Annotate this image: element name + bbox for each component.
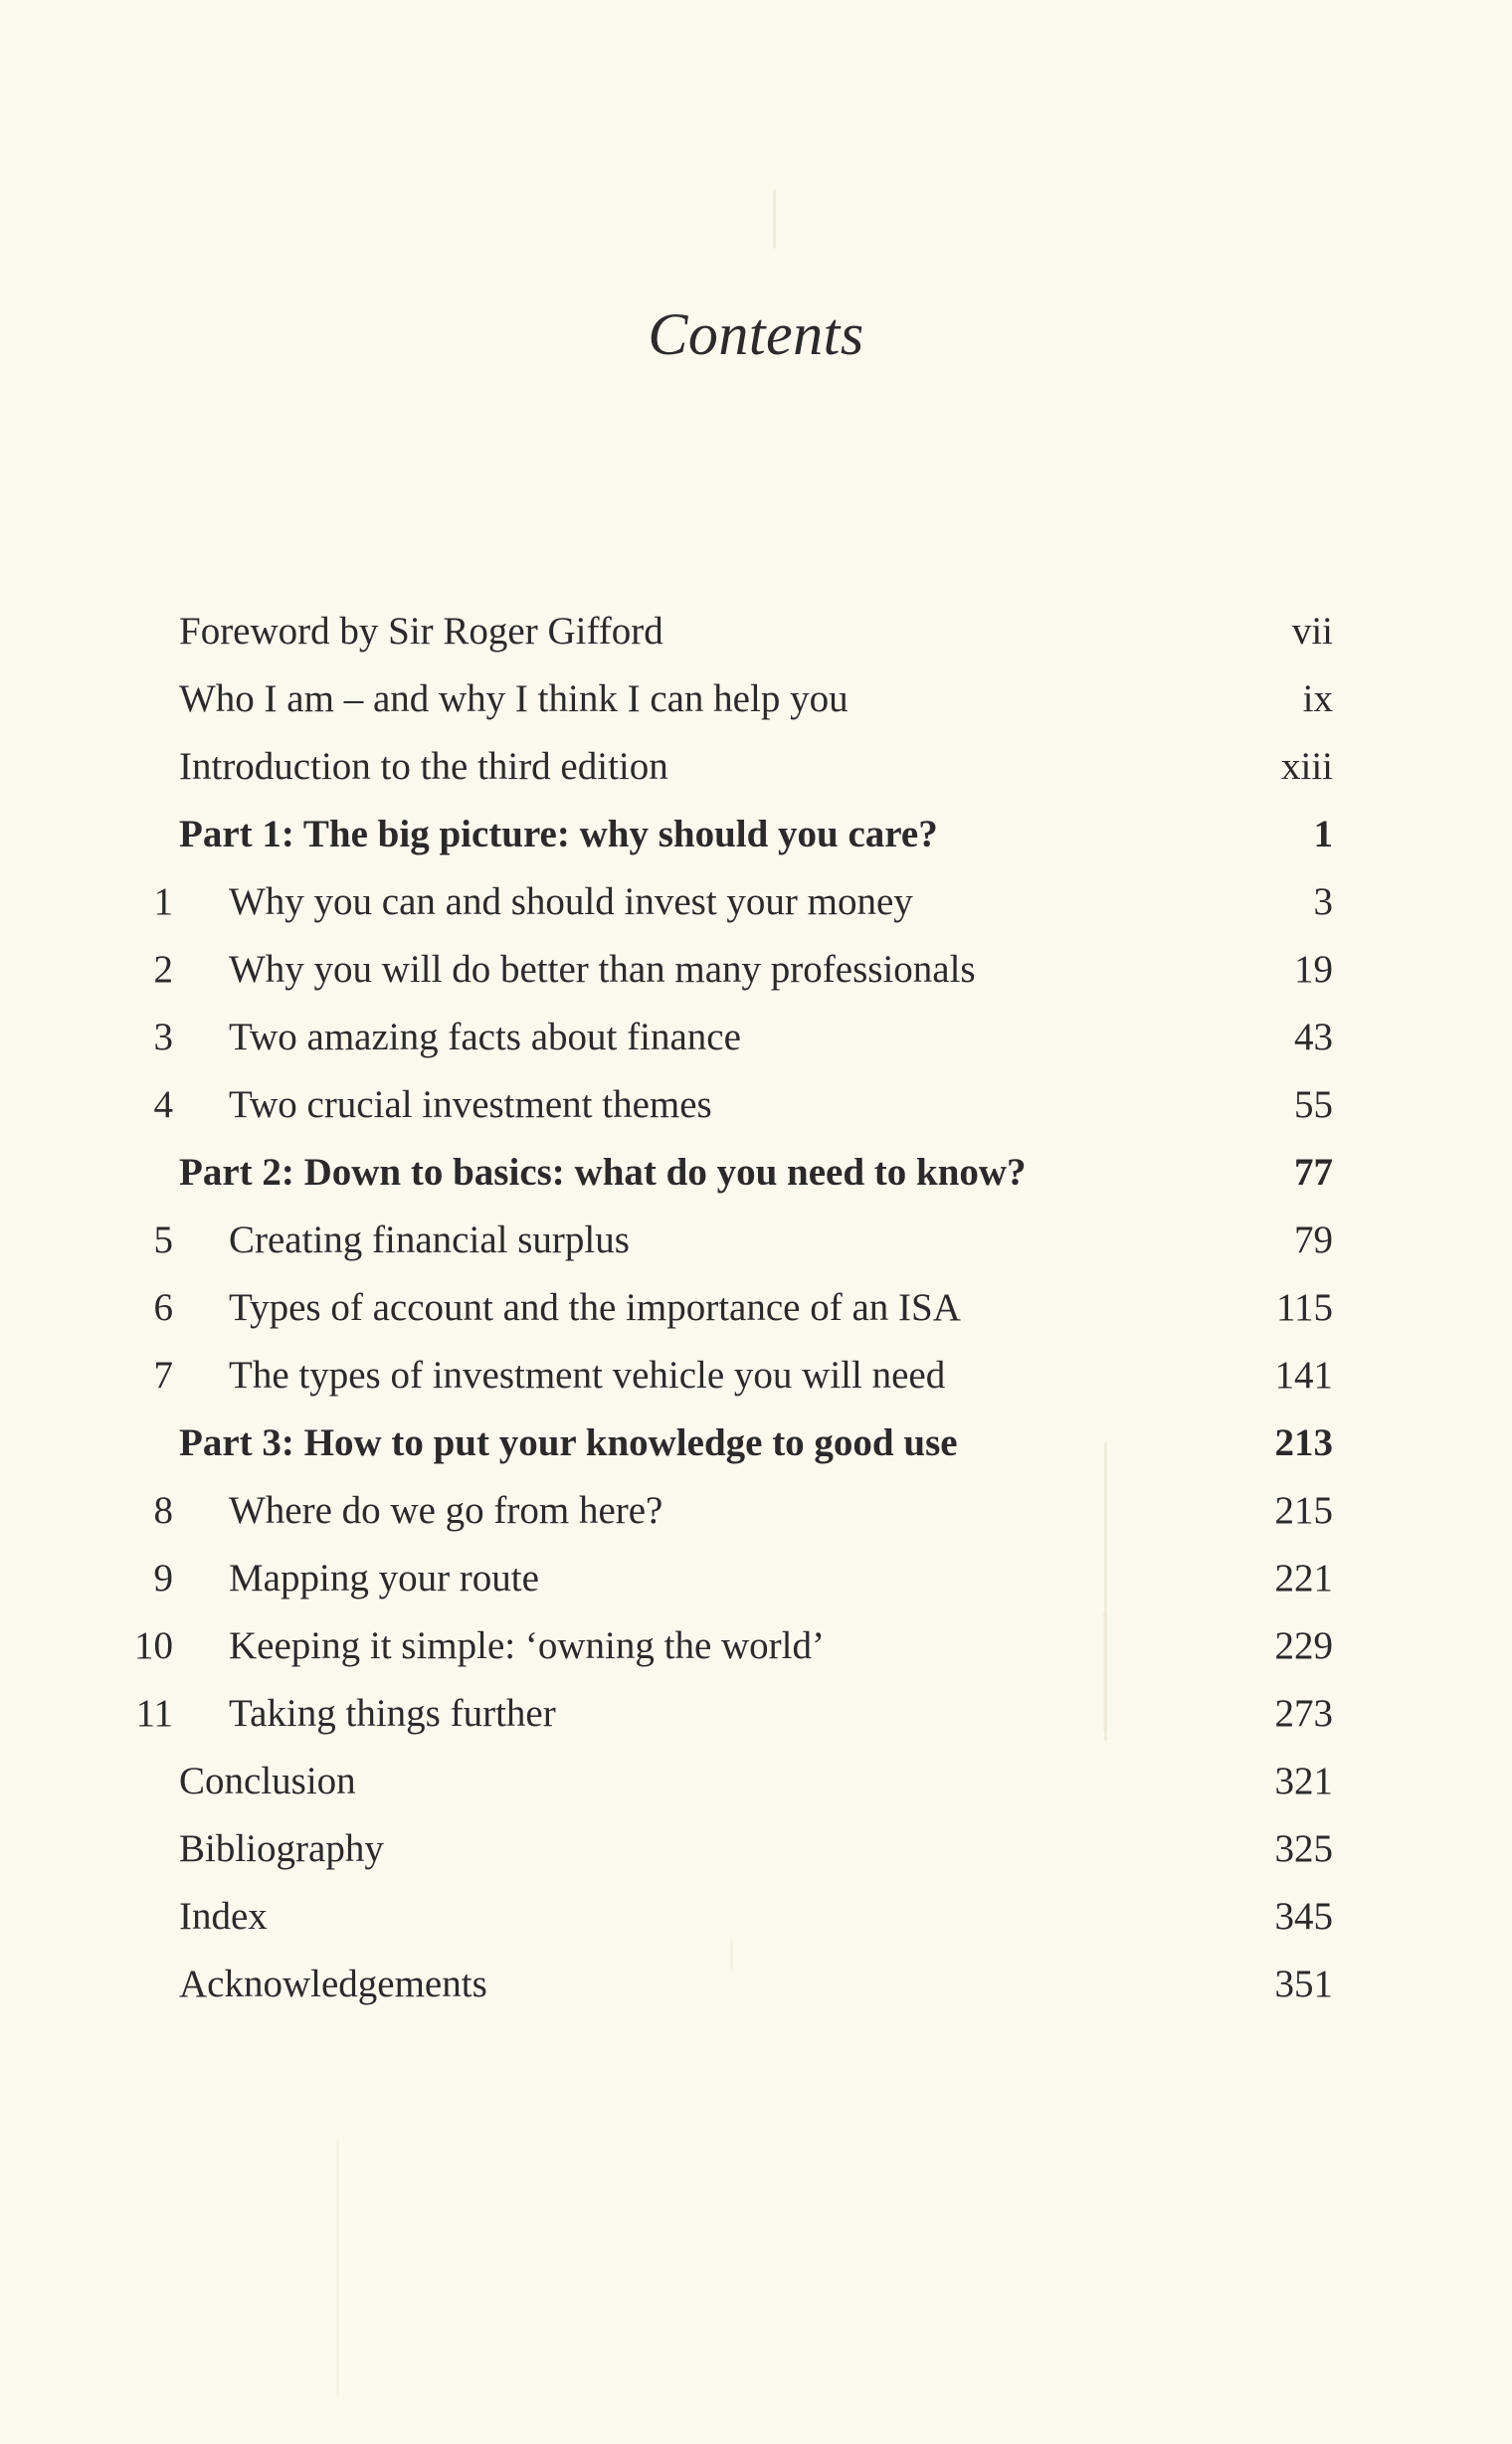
toc-entry — [149, 1139, 1333, 1207]
toc-chapter-number: 10 — [134, 1624, 173, 1667]
toc-page-number: vii — [1291, 610, 1333, 653]
toc-entry-title: Foreword by Sir Roger Gifford — [179, 610, 663, 653]
toc-entry — [149, 868, 1333, 936]
toc-chapter-number: 1 — [153, 880, 173, 923]
toc-page-number: 55 — [1294, 1083, 1333, 1126]
toc-entry-title: Index — [179, 1895, 268, 1938]
toc-page-number: ix — [1302, 677, 1333, 720]
toc-chapter-number: 7 — [153, 1354, 173, 1397]
toc-chapter-number: 9 — [153, 1557, 173, 1599]
toc-page-number: 321 — [1274, 1760, 1333, 1802]
toc-entry — [149, 1815, 1333, 1883]
toc-entry — [135, 1680, 1333, 1748]
toc-entry-title: Why you can and should invest your money — [229, 880, 913, 923]
toc-entry — [149, 1477, 1333, 1545]
toc-entry-title: Part 1: The big picture: why should you care? — [179, 813, 938, 855]
toc-chapter-number: 3 — [153, 1016, 173, 1058]
toc-chapter-number: 5 — [153, 1219, 173, 1261]
toc-page-number: 351 — [1274, 1963, 1333, 2005]
toc-page-number: 229 — [1274, 1624, 1333, 1667]
toc-entry — [149, 665, 1333, 733]
toc-entry — [149, 1274, 1333, 1342]
toc-page-number: 79 — [1294, 1219, 1333, 1261]
toc-page-number: 77 — [1294, 1151, 1333, 1194]
toc-entry-title: Bibliography — [179, 1827, 384, 1870]
toc-chapter-number: 4 — [153, 1083, 173, 1126]
toc-entry-title: Taking things further — [229, 1692, 556, 1735]
paper-speck — [336, 2139, 339, 2397]
paper-speck — [773, 189, 776, 249]
toc-entry — [149, 936, 1333, 1004]
toc-entry-title: Part 3: How to put your knowledge to good use — [179, 1421, 958, 1464]
toc-page-number: 273 — [1274, 1692, 1333, 1735]
toc-entry-title: Keeping it simple: ‘owning the world’ — [229, 1624, 825, 1667]
toc-entry — [149, 1342, 1333, 1410]
toc-entry-title: Acknowledgements — [179, 1963, 487, 2005]
toc-page-number: 115 — [1275, 1286, 1333, 1329]
toc-entry-title: Two crucial investment themes — [229, 1083, 712, 1126]
toc-entry — [149, 1207, 1333, 1274]
toc-chapter-number: 2 — [153, 948, 173, 991]
toc-entry-title: Why you will do better than many professionals — [229, 948, 976, 991]
toc-page-number: 1 — [1313, 813, 1333, 855]
toc-entry-title: Mapping your route — [229, 1557, 539, 1599]
toc-entry-title: Who I am – and why I think I can help you — [179, 677, 849, 720]
toc-entry-title: Conclusion — [179, 1760, 356, 1802]
toc-entry-title: Part 2: Down to basics: what do you need to know? — [179, 1151, 1027, 1194]
toc-page-number: 325 — [1274, 1827, 1333, 1870]
toc-entry — [149, 1545, 1333, 1612]
toc-entry — [149, 733, 1333, 801]
page-title: Contents — [648, 301, 864, 367]
toc-page-number: 213 — [1274, 1421, 1333, 1464]
toc-entry — [149, 1004, 1333, 1071]
toc-entry — [149, 1071, 1333, 1139]
toc-page-number: 215 — [1274, 1489, 1333, 1532]
toc-chapter-number: 11 — [135, 1692, 173, 1735]
toc-entry-title: Types of account and the importance of an ISA — [229, 1286, 961, 1329]
toc-page-number: xiii — [1280, 745, 1333, 788]
toc-entry-title: Introduction to the third edition — [179, 745, 668, 788]
toc-page-number: 141 — [1274, 1354, 1333, 1397]
toc-page-number: 221 — [1274, 1557, 1333, 1599]
toc-entry — [149, 598, 1333, 665]
toc-page-number: 19 — [1294, 948, 1333, 991]
toc-entry — [149, 801, 1333, 868]
toc-page-number: 43 — [1294, 1016, 1333, 1058]
toc-entry — [149, 1951, 1333, 2018]
toc-entry — [149, 1883, 1333, 1951]
toc-chapter-number: 6 — [153, 1286, 173, 1329]
toc-entry-title: Where do we go from here? — [229, 1489, 663, 1532]
toc-entry-title: Two amazing facts about finance — [229, 1016, 741, 1058]
toc-entry — [149, 1410, 1333, 1477]
toc-entry-title: Creating financial surplus — [229, 1219, 630, 1261]
toc-page-number: 3 — [1313, 880, 1333, 923]
toc-page-number: 345 — [1274, 1895, 1333, 1938]
toc-entry-title: The types of investment vehicle you will need — [229, 1354, 946, 1397]
toc-entry — [149, 1748, 1333, 1815]
toc-entry — [134, 1612, 1333, 1680]
toc-chapter-number: 8 — [153, 1489, 173, 1532]
table-of-contents — [134, 598, 1333, 2018]
